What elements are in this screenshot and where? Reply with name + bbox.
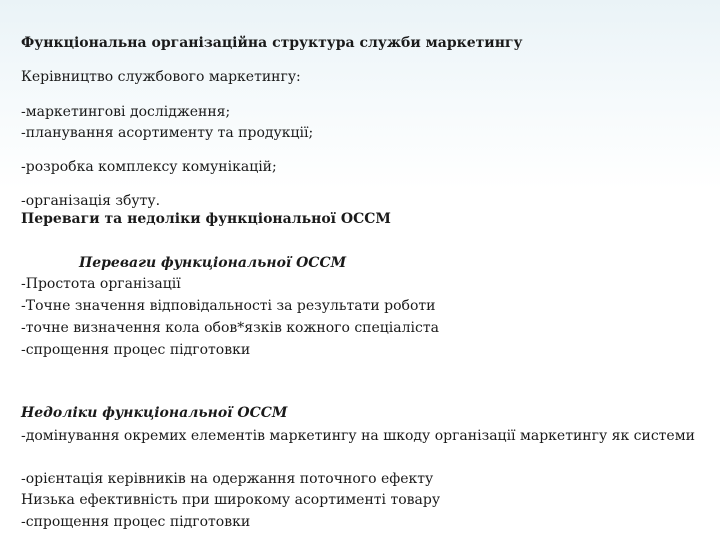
disadvantage-item: Низька ефективність при широкому асортименті товару <box>21 492 441 508</box>
advantage-item: -спрощення процес підготовки <box>21 342 251 358</box>
section-heading: Переваги та недоліки функціональної ОССМ <box>21 211 391 227</box>
advantage-item: -Точне значення відповідальності за результати роботи <box>21 298 436 314</box>
slide-subtitle: Керівництво службового маркетингу: <box>21 69 301 85</box>
function-item: -організація збуту. <box>21 193 161 209</box>
disadvantage-item: -орієнтація керівників на одержання поточного ефекту <box>21 471 434 487</box>
advantages-heading: Переваги функціональної ОССМ <box>79 255 347 271</box>
advantage-item: -Простота організації <box>21 276 181 292</box>
advantage-item: -точне визначення кола обов*язків кожного спеціаліста <box>21 320 439 336</box>
disadvantages-heading: Недоліки функціональної ОССМ <box>21 405 288 421</box>
function-item: -маркетингові дослідження; <box>21 104 231 120</box>
function-item: -планування асортименту та продукції; <box>21 125 314 141</box>
function-item: -розробка комплексу комунікацій; <box>21 159 277 175</box>
disadvantage-item: -спрощення процес підготовки <box>21 514 251 530</box>
slide-title: Функціональна організаційна структура служби маркетингу <box>21 35 523 51</box>
disadvantage-item: -домінування окремих елементів маркетингу на шкоду організації маркетингу як системи <box>21 428 695 444</box>
